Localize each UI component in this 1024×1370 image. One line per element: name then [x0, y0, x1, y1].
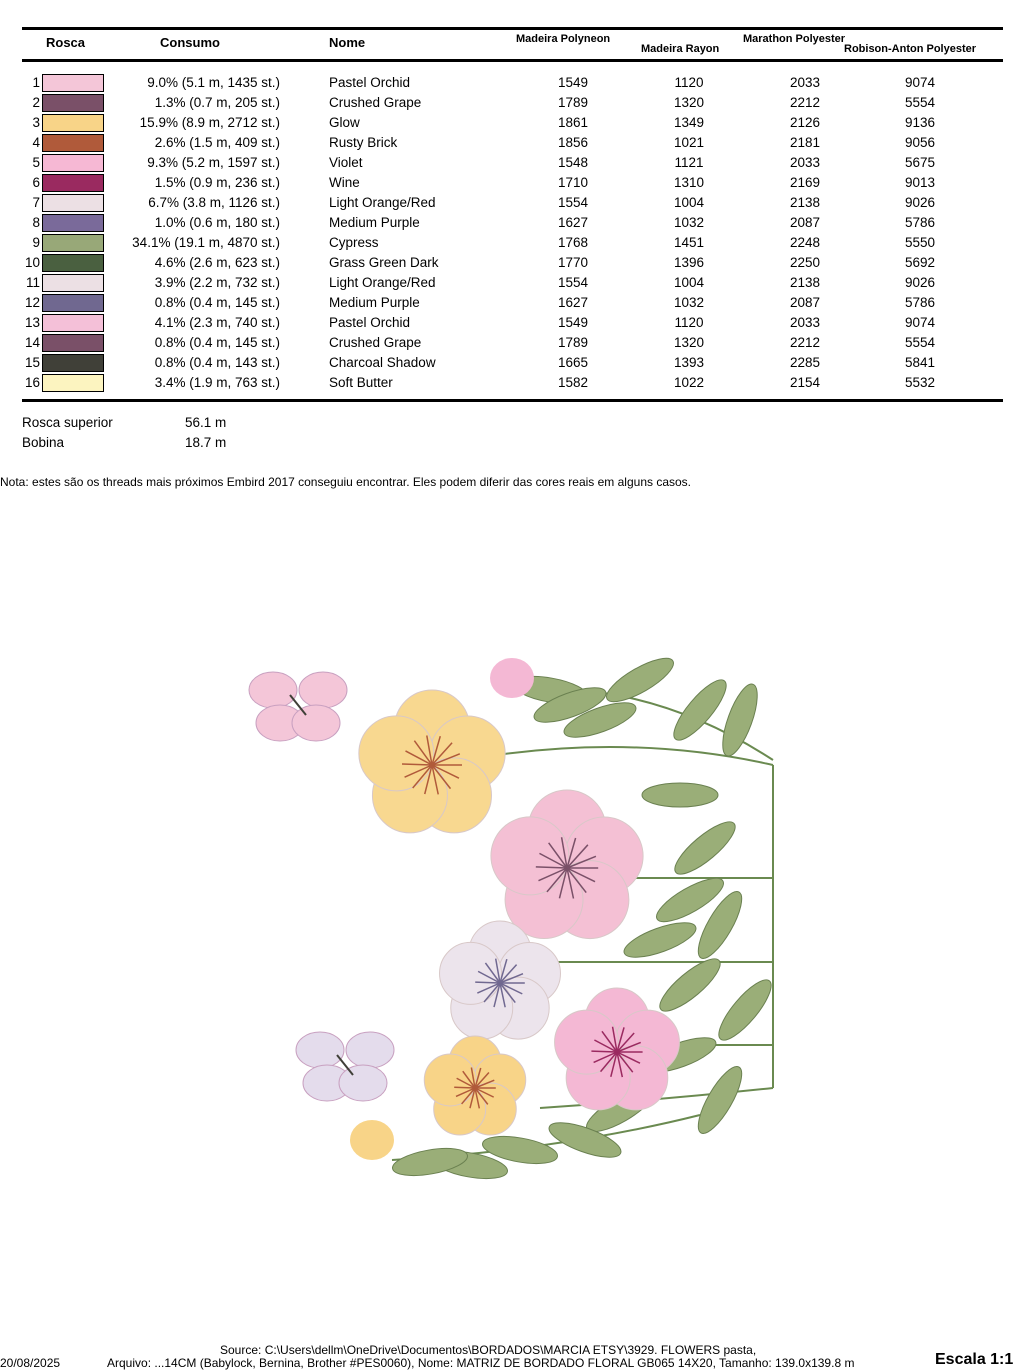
nome-cell: Pastel Orchid	[329, 75, 411, 90]
row-number: 10	[24, 255, 40, 270]
robison-cell: 5675	[904, 155, 936, 170]
madeira-polyneon-cell: 1549	[557, 75, 589, 90]
butterfly-wing	[346, 1032, 394, 1068]
consumo-cell: 3.4% (1.9 m, 763 st.)	[154, 375, 280, 390]
footer-arquivo: Arquivo: ...14CM (Babylock, Bernina, Brother #PES0060), Nome: MATRIZ DE BORDADO FLORAL GB065 14X20, Tamanho: 139.0x139.8 m	[107, 1356, 855, 1370]
header-robison: Robison-Anton Polyester	[844, 43, 977, 55]
madeira-polyneon-cell: 1548	[557, 155, 589, 170]
consumo-cell: 2.6% (1.5 m, 409 st.)	[154, 135, 280, 150]
header-madeira-rayon: Madeira Rayon	[641, 43, 720, 55]
robison-cell: 5786	[904, 295, 936, 310]
robison-cell: 5554	[904, 95, 936, 110]
nome-cell: Pastel Orchid	[329, 315, 411, 330]
madeira-polyneon-cell: 1856	[557, 135, 589, 150]
leaf-shape	[620, 916, 700, 965]
robison-cell: 9136	[904, 115, 936, 130]
header-nome: Nome	[329, 35, 366, 50]
robison-cell: 5786	[904, 215, 936, 230]
consumo-cell: 1.0% (0.6 m, 180 st.)	[154, 215, 280, 230]
rosca-superior-label: Rosca superior	[22, 415, 113, 430]
butterfly-wing	[299, 672, 347, 708]
row-number: 6	[32, 175, 40, 190]
madeira-rayon-cell: 1393	[673, 355, 705, 370]
nome-cell: Glow	[329, 115, 360, 130]
consumo-cell: 9.0% (5.1 m, 1435 st.)	[147, 75, 280, 90]
madeira-rayon-cell: 1032	[673, 295, 705, 310]
header-marathon: Marathon Polyester	[743, 33, 846, 45]
flower-stamen	[402, 764, 432, 765]
consumo-cell: 0.8% (0.4 m, 145 st.)	[154, 335, 280, 350]
marathon-cell: 2181	[789, 135, 821, 150]
row-number: 4	[32, 135, 40, 150]
nome-cell: Rusty Brick	[329, 135, 398, 150]
madeira-rayon-cell: 1120	[674, 315, 704, 330]
marathon-cell: 2087	[789, 295, 821, 310]
marathon-cell: 2138	[789, 195, 821, 210]
madeira-rayon-cell: 1310	[673, 175, 705, 190]
marathon-cell: 2087	[789, 215, 821, 230]
consumo-cell: 6.7% (3.8 m, 1126 st.)	[148, 195, 280, 210]
leaf-shape	[668, 814, 742, 881]
madeira-polyneon-cell: 1789	[557, 335, 589, 350]
marathon-cell: 2248	[789, 235, 821, 250]
bobina-value: 18.7 m	[185, 435, 227, 450]
row-number: 14	[24, 335, 40, 350]
madeira-polyneon-cell: 1627	[557, 215, 589, 230]
row-number: 9	[32, 235, 40, 250]
robison-cell: 9026	[904, 195, 936, 210]
marathon-cell: 2285	[789, 355, 821, 370]
flower-petal	[491, 817, 569, 895]
footer-date: 20/08/2025	[0, 1356, 61, 1370]
row-number: 11	[25, 275, 40, 290]
madeira-rayon-cell: 1004	[673, 195, 705, 210]
nome-cell: Medium Purple	[329, 295, 420, 310]
robison-cell: 5692	[904, 255, 936, 270]
header-rosca: Rosca	[46, 35, 86, 50]
leaf-shape	[691, 1061, 750, 1139]
consumo-cell: 1.5% (0.9 m, 236 st.)	[154, 175, 280, 190]
nome-cell: Charcoal Shadow	[329, 355, 436, 370]
marathon-cell: 2126	[789, 115, 821, 130]
row-number: 3	[32, 115, 40, 130]
consumo-cell: 1.3% (0.7 m, 205 st.)	[154, 95, 280, 110]
flower-stamen	[454, 1087, 475, 1088]
header-consumo: Consumo	[160, 35, 220, 50]
madeira-rayon-cell: 1320	[673, 335, 705, 350]
row-number: 5	[32, 155, 40, 170]
madeira-rayon-cell: 1032	[673, 215, 705, 230]
nome-cell: Soft Butter	[329, 375, 393, 390]
bud-pink	[490, 658, 534, 698]
row-number: 1	[32, 75, 40, 90]
row-number: 12	[24, 295, 40, 310]
leaf-shape	[711, 973, 778, 1047]
consumo-cell: 34.1% (19.1 m, 4870 st.)	[132, 235, 280, 250]
row-number: 16	[24, 375, 40, 390]
consumo-cell: 4.1% (2.3 m, 740 st.)	[154, 315, 280, 330]
madeira-polyneon-cell: 1582	[557, 375, 589, 390]
madeira-rayon-cell: 1121	[674, 155, 704, 170]
robison-cell: 5841	[904, 355, 936, 370]
nome-cell: Light Orange/Red	[329, 195, 436, 210]
nome-cell: Medium Purple	[329, 215, 420, 230]
madeira-rayon-cell: 1022	[673, 375, 705, 390]
butterfly-wing	[249, 672, 297, 708]
madeira-polyneon-cell: 1861	[557, 115, 589, 130]
madeira-rayon-cell: 1021	[673, 135, 705, 150]
madeira-rayon-cell: 1004	[673, 275, 705, 290]
butterfly-wing	[292, 705, 340, 741]
consumo-cell: 3.9% (2.2 m, 732 st.)	[154, 275, 280, 290]
madeira-rayon-cell: 1120	[674, 75, 704, 90]
note-text: Nota: estes são os threads mais próximos Embird 2017 conseguiu encontrar. Eles podem diferir das cores reais em alguns casos.	[0, 475, 692, 489]
nome-cell: Grass Green Dark	[329, 255, 439, 270]
robison-cell: 5532	[904, 375, 936, 390]
footer-scale: Escala 1:1	[935, 1351, 1014, 1368]
madeira-polyneon-cell: 1554	[557, 275, 589, 290]
nome-cell: Cypress	[329, 235, 379, 250]
robison-cell: 9056	[904, 135, 936, 150]
robison-cell: 5554	[904, 335, 936, 350]
nome-cell: Crushed Grape	[329, 335, 422, 350]
row-number: 8	[32, 215, 40, 230]
madeira-polyneon-cell: 1789	[557, 95, 589, 110]
row-number: 15	[24, 355, 40, 370]
footer-source: Source: C:\Users\dellm\OneDrive\Documentos\BORDADOS\MARCIA ETSY\3929. FLOWERS pasta,	[220, 1343, 757, 1357]
flower-stamen	[475, 982, 500, 983]
marathon-cell: 2250	[789, 255, 821, 270]
butterfly-wing	[339, 1065, 387, 1101]
nome-cell: Wine	[329, 175, 360, 190]
robison-cell: 9074	[904, 75, 936, 90]
madeira-polyneon-cell: 1710	[557, 175, 589, 190]
madeira-rayon-cell: 1349	[673, 115, 705, 130]
consumo-cell: 4.6% (2.6 m, 623 st.)	[154, 255, 280, 270]
madeira-polyneon-cell: 1770	[557, 255, 589, 270]
leaf-shape	[642, 783, 718, 807]
consumo-cell: 0.8% (0.4 m, 145 st.)	[154, 295, 280, 310]
nome-cell: Violet	[329, 155, 363, 170]
madeira-rayon-cell: 1396	[673, 255, 705, 270]
nome-cell: Crushed Grape	[329, 95, 422, 110]
madeira-rayon-cell: 1320	[673, 95, 705, 110]
rosca-superior-value: 56.1 m	[185, 415, 227, 430]
marathon-cell: 2169	[789, 175, 821, 190]
consumo-cell: 15.9% (8.9 m, 2712 st.)	[139, 115, 280, 130]
marathon-cell: 2138	[789, 275, 821, 290]
marathon-cell: 2033	[789, 315, 821, 330]
madeira-rayon-cell: 1451	[673, 235, 705, 250]
madeira-polyneon-cell: 1768	[557, 235, 589, 250]
bud-yellow	[350, 1120, 394, 1160]
robison-cell: 5550	[904, 235, 936, 250]
row-number: 7	[32, 195, 40, 210]
consumo-cell: 0.8% (0.4 m, 143 st.)	[154, 355, 280, 370]
marathon-cell: 2033	[789, 155, 821, 170]
madeira-polyneon-cell: 1554	[557, 195, 589, 210]
madeira-polyneon-cell: 1665	[557, 355, 589, 370]
robison-cell: 9013	[904, 175, 936, 190]
flower-stamen	[591, 1051, 617, 1052]
row-number: 2	[32, 95, 40, 110]
consumo-cell: 9.3% (5.2 m, 1597 st.)	[147, 155, 280, 170]
header-madeira-polyneon: Madeira Polyneon	[516, 33, 611, 45]
madeira-polyneon-cell: 1549	[557, 315, 589, 330]
robison-cell: 9074	[904, 315, 936, 330]
marathon-cell: 2212	[789, 335, 821, 350]
marathon-cell: 2033	[789, 75, 821, 90]
row-number: 13	[24, 315, 40, 330]
butterfly-wing	[296, 1032, 344, 1068]
flower-petal	[359, 716, 434, 791]
bobina-label: Bobina	[22, 435, 65, 450]
robison-cell: 9026	[904, 275, 936, 290]
marathon-cell: 2154	[789, 375, 821, 390]
madeira-polyneon-cell: 1627	[557, 295, 589, 310]
nome-cell: Light Orange/Red	[329, 275, 436, 290]
marathon-cell: 2212	[789, 95, 821, 110]
